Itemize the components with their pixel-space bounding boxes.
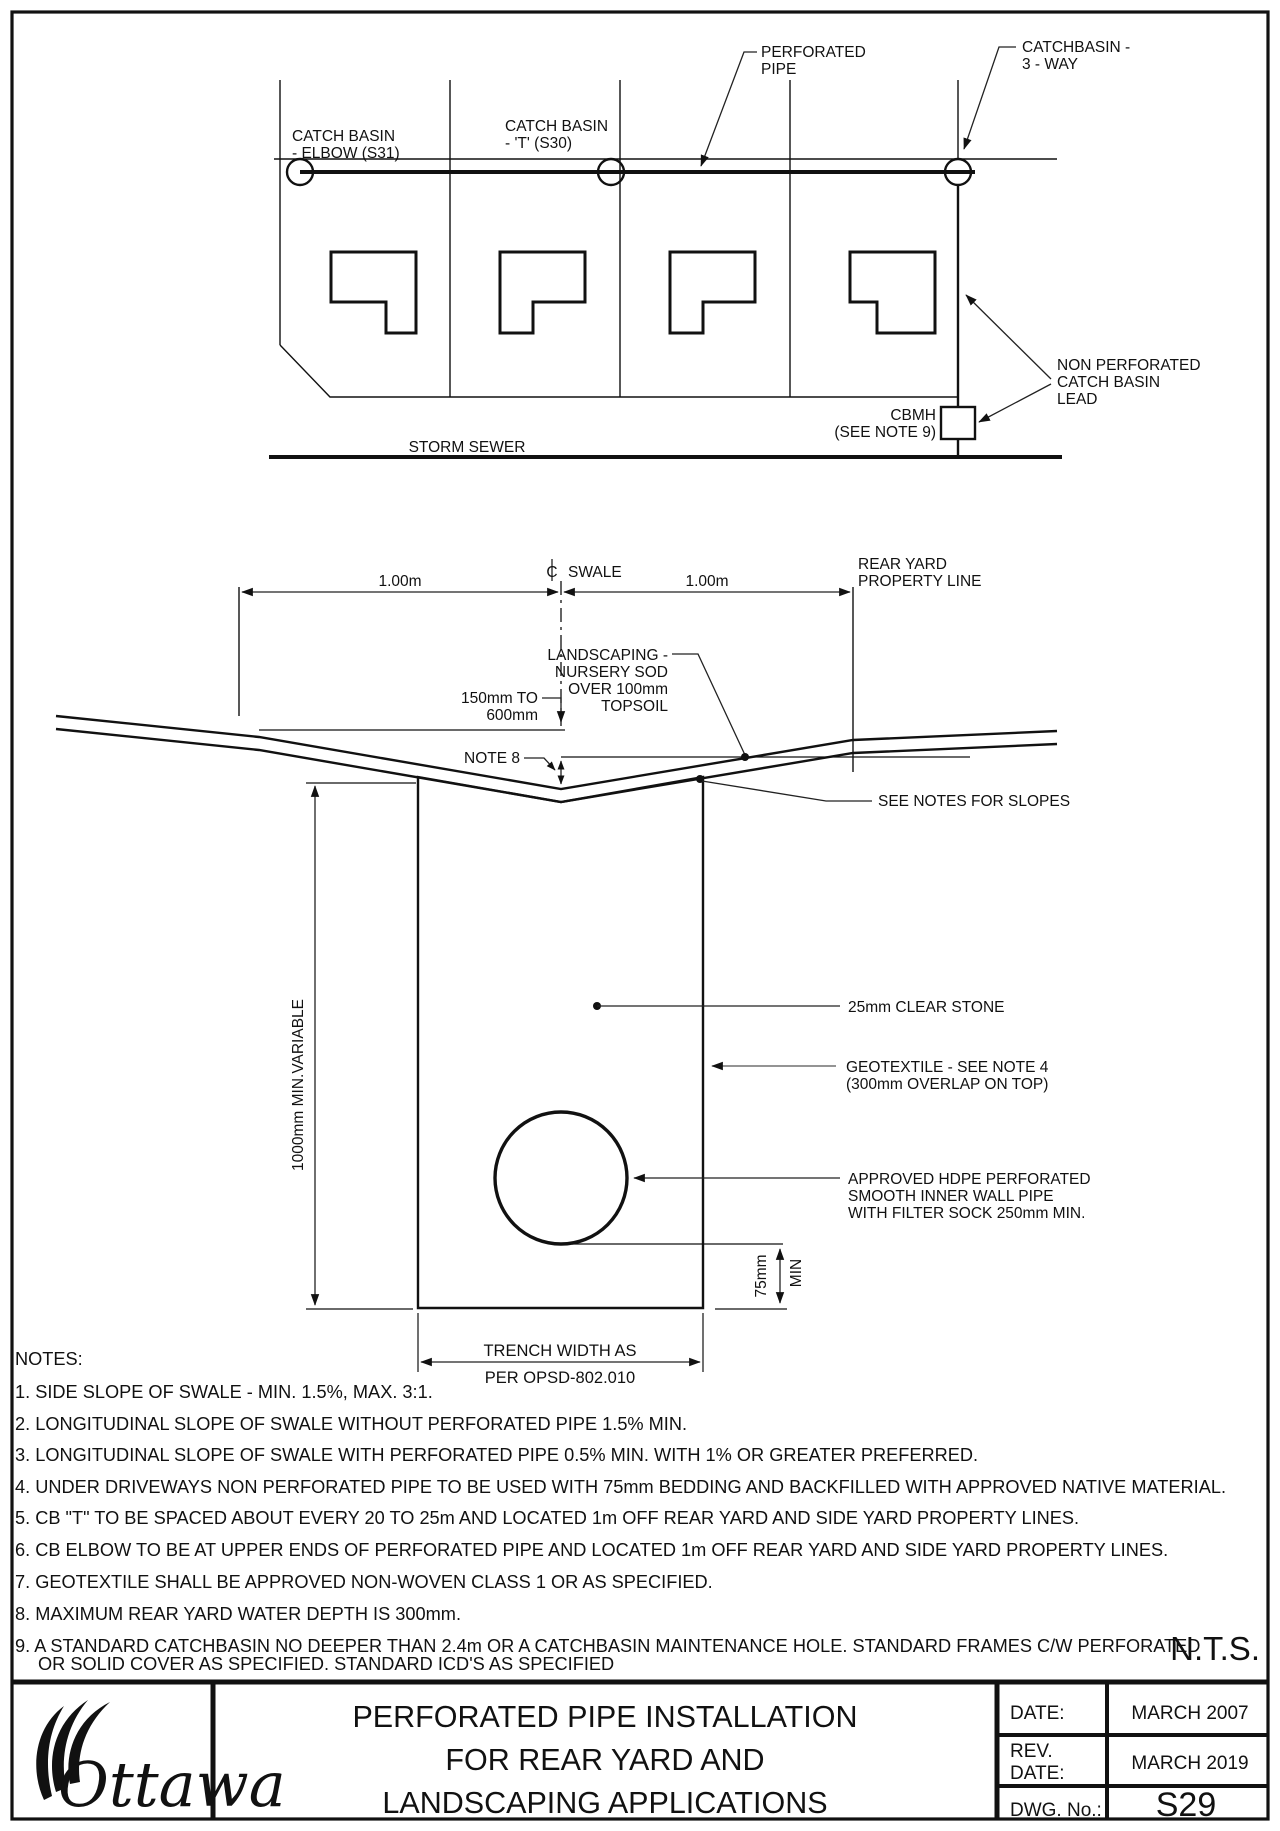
title-block bbox=[12, 1682, 1268, 1824]
house-2 bbox=[500, 252, 585, 333]
ottawa-logo bbox=[36, 1700, 285, 1821]
svg-text:TOPSOIL: TOPSOIL bbox=[601, 698, 668, 715]
drawing-title-line1: PERFORATED PIPE INSTALLATION bbox=[352, 1700, 858, 1734]
note-4: 4. UNDER DRIVEWAYS NON PERFORATED PIPE TO BE USED WITH 75mm BEDDING AND BACKFILLED WITH APPROVED NATIVE MATERIAL. bbox=[15, 1477, 1227, 1497]
svg-text:- 'T' (S30): - 'T' (S30) bbox=[505, 135, 573, 152]
scale-label: N.T.S. bbox=[1170, 1630, 1260, 1667]
drawing-title-line2: FOR REAR YARD AND bbox=[445, 1743, 765, 1777]
rev-value: MARCH 2019 bbox=[1131, 1753, 1249, 1774]
cbmh-label: CBMH bbox=[890, 407, 936, 424]
centerline-symbol: C bbox=[546, 564, 558, 581]
non-perforated-lead-label: NON PERFORATED bbox=[1057, 357, 1201, 374]
bedding-min-label: MIN bbox=[788, 1258, 805, 1288]
note-6: 6. CB ELBOW TO BE AT UPPER ENDS OF PERFORATED PIPE AND LOCATED 1m OFF REAR YARD AND SIDE YARD PROPERTY LINES. bbox=[15, 1540, 1169, 1560]
svg-text:3 - WAY: 3 - WAY bbox=[1022, 56, 1078, 73]
dwg-no-label: DWG. No.: bbox=[1010, 1800, 1102, 1821]
rear-yard-property-line-label: REAR YARD bbox=[858, 556, 948, 573]
rev-label-line1: REV. bbox=[1010, 1741, 1053, 1762]
catchbasin-3way-label: CATCHBASIN - bbox=[1022, 39, 1131, 56]
svg-text:(SEE NOTE 9): (SEE NOTE 9) bbox=[834, 424, 936, 441]
note-2: 2. LONGITUDINAL SLOPE OF SWALE WITHOUT PERFORATED PIPE 1.5% MIN. bbox=[15, 1414, 688, 1434]
ottawa-wordmark: Ottawa bbox=[58, 1748, 286, 1821]
svg-text:PROPERTY LINE: PROPERTY LINE bbox=[858, 573, 982, 590]
svg-text:CATCH BASIN: CATCH BASIN bbox=[1057, 374, 1161, 391]
note-9: 9. A STANDARD CATCHBASIN NO DEEPER THAN 2.4m OR A CATCHBASIN MAINTENANCE HOLE. STANDARD FRAMES C/W PERFORATED bbox=[15, 1636, 1201, 1656]
geotextile-label: GEOTEXTILE - SEE NOTE 4 bbox=[846, 1059, 1049, 1076]
note8-label: NOTE 8 bbox=[464, 750, 520, 767]
hdpe-label: APPROVED HDPE PERFORATED bbox=[848, 1171, 1091, 1188]
trench-depth-label: 1000mm MIN.VARIABLE bbox=[290, 999, 307, 1171]
notes-section bbox=[15, 1349, 1226, 1674]
dim-right-label: 1.00m bbox=[685, 573, 729, 590]
ground-surface-lower bbox=[56, 729, 1057, 802]
dim-left-label: 1.00m bbox=[378, 573, 422, 590]
house-4 bbox=[850, 252, 935, 333]
date-value: MARCH 2007 bbox=[1131, 1703, 1249, 1724]
note8-leader bbox=[524, 758, 555, 770]
depth-range-leader bbox=[542, 698, 561, 722]
lead-leader-upper bbox=[966, 295, 1051, 379]
bedding-label: 75mm bbox=[753, 1254, 770, 1298]
svg-text:OVER 100mm: OVER 100mm bbox=[568, 681, 668, 698]
ground-surface-upper bbox=[56, 716, 1057, 789]
notes-heading: NOTES: bbox=[15, 1349, 83, 1369]
svg-text:- ELBOW (S31): - ELBOW (S31) bbox=[292, 145, 400, 162]
lot-bottom-boundary bbox=[280, 345, 958, 397]
note-3: 3. LONGITUDINAL SLOPE OF SWALE WITH PERFORATED PIPE 0.5% MIN. WITH 1% OR GREATER PREFERRED. bbox=[15, 1445, 979, 1465]
note-1: 1. SIDE SLOPE OF SWALE - MIN. 1.5%, MAX. 3:1. bbox=[15, 1382, 433, 1402]
svg-text:LEAD: LEAD bbox=[1057, 391, 1098, 408]
house-3 bbox=[670, 252, 755, 333]
svg-text:PER OPSD-802.010: PER OPSD-802.010 bbox=[484, 1369, 636, 1387]
rev-label-line2: DATE: bbox=[1010, 1763, 1065, 1784]
drawing-title-line3: LANDSCAPING APPLICATIONS bbox=[382, 1786, 828, 1820]
lead-leader-lower bbox=[979, 384, 1051, 422]
trench-width-label: TRENCH WIDTH AS bbox=[483, 1342, 637, 1360]
see-notes-slopes-label: SEE NOTES FOR SLOPES bbox=[878, 793, 1071, 810]
catchbasin-3way-leader bbox=[964, 47, 1016, 149]
landscaping-label: LANDSCAPING - bbox=[547, 647, 668, 664]
perforated-pipe-leader bbox=[701, 52, 757, 166]
slopes-leader bbox=[702, 781, 872, 801]
svg-text:WITH FILTER SOCK 250mm MIN.: WITH FILTER SOCK 250mm MIN. bbox=[848, 1205, 1086, 1222]
svg-text:(300mm OVERLAP ON TOP): (300mm OVERLAP ON TOP) bbox=[846, 1076, 1049, 1093]
landscaping-leader bbox=[672, 654, 745, 755]
note-7: 7. GEOTEXTILE SHALL BE APPROVED NON-WOVEN CLASS 1 OR AS SPECIFIED. bbox=[15, 1572, 713, 1592]
cbmh-box bbox=[941, 407, 975, 439]
clear-stone-label: 25mm CLEAR STONE bbox=[848, 999, 1005, 1016]
svg-text:NURSERY SOD: NURSERY SOD bbox=[554, 664, 668, 681]
house-1 bbox=[331, 252, 416, 333]
perforated-pipe-label: PERFORATED bbox=[761, 44, 866, 61]
svg-text:PIPE: PIPE bbox=[761, 61, 797, 78]
trench-clear-stone bbox=[418, 777, 703, 1308]
svg-text:600mm: 600mm bbox=[486, 707, 538, 724]
depth-range-label: 150mm TO bbox=[461, 690, 538, 707]
dwg-no-value: S29 bbox=[1155, 1786, 1217, 1824]
cross-section bbox=[56, 556, 1091, 1387]
date-label: DATE: bbox=[1010, 1703, 1065, 1724]
swale-centerline-label: SWALE bbox=[568, 564, 622, 581]
hdpe-pipe-symbol bbox=[495, 1112, 627, 1244]
note-8: 8. MAXIMUM REAR YARD WATER DEPTH IS 300mm. bbox=[15, 1604, 461, 1624]
svg-text:SMOOTH INNER WALL PIPE: SMOOTH INNER WALL PIPE bbox=[848, 1188, 1054, 1205]
note-5: 5. CB "T" TO BE SPACED ABOUT EVERY 20 TO 25m AND LOCATED 1m OFF REAR YARD AND SIDE YARD PROPERTY LINES. bbox=[15, 1508, 1080, 1528]
plan-view bbox=[269, 39, 1201, 457]
house-footprints bbox=[331, 252, 935, 333]
catch-basin-elbow-label: CATCH BASIN bbox=[292, 128, 396, 145]
storm-sewer-label: STORM SEWER bbox=[408, 439, 526, 456]
note-9-line2: OR SOLID COVER AS SPECIFIED. STANDARD ICD'S AS SPECIFIED bbox=[38, 1654, 615, 1674]
catch-basin-t-label: CATCH BASIN bbox=[505, 118, 609, 135]
